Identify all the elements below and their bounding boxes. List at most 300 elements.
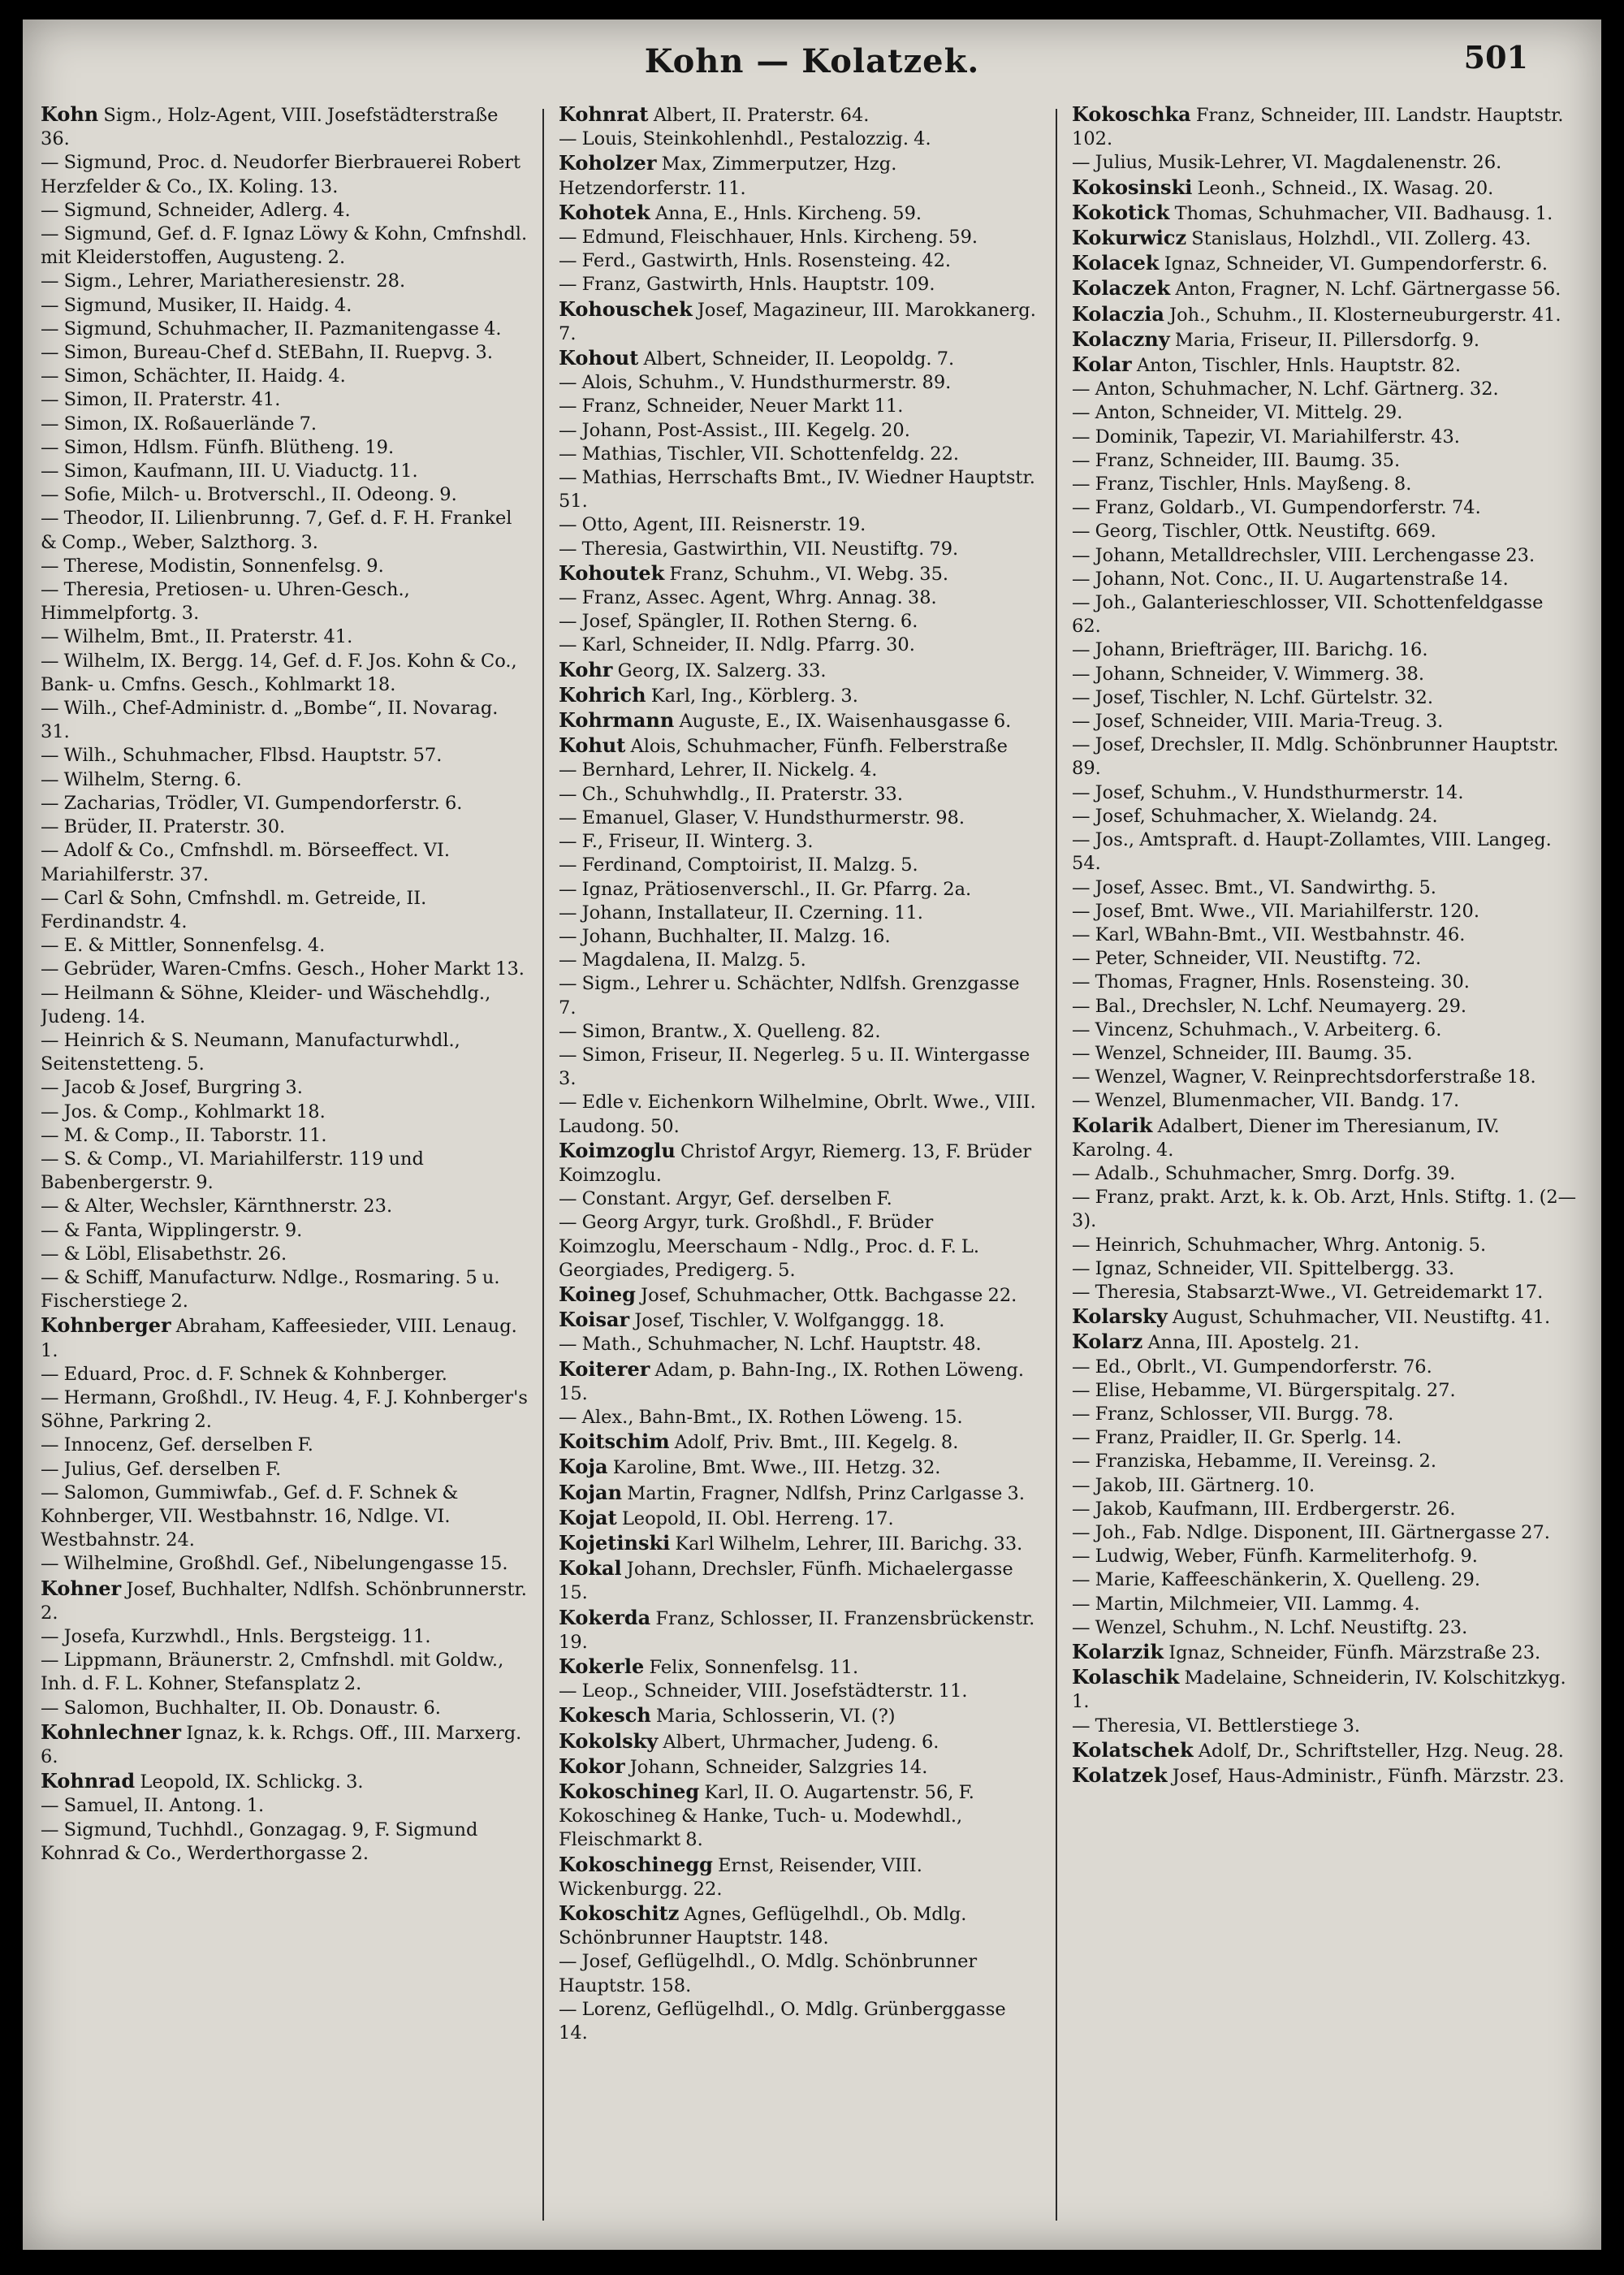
- entry-text: — Ed., Obrlt., VI. Gumpendorferstr. 76.: [1072, 1356, 1432, 1378]
- directory-entry: [1072, 276, 1577, 301]
- entry-text: — Theresia, Stabsarzt-Wwe., VI. Getreidemarkt 17.: [1072, 1281, 1544, 1303]
- entry-text: — Ignaz, Prätiosenverschl., II. Gr. Pfarrg. 2a.: [559, 878, 972, 900]
- entry-surname: Kokerle: [559, 1654, 645, 1678]
- directory-entry: [41, 270, 528, 293]
- directory-entry: [1072, 251, 1577, 276]
- entry-text: — Brüder, II. Praterstr. 30.: [41, 816, 286, 838]
- entry-surname: Koimzoglu: [559, 1138, 676, 1162]
- directory-entry: [559, 586, 1038, 610]
- entry-text: — Julius, Gef. derselben F.: [41, 1458, 282, 1480]
- entry-surname: Kolarz: [1072, 1330, 1143, 1354]
- entry-text: — Franz, Praidler, II. Gr. Sperlg. 14.: [1072, 1427, 1402, 1449]
- entry-text: — Sigm., Lehrer u. Schächter, Ndlfsh. Grenzgasse 7.: [559, 973, 1020, 1019]
- entry-text: Anton, Tischler, Hnls. Hauptstr. 82.: [1136, 355, 1461, 377]
- directory-entry: [41, 1481, 528, 1553]
- entry-text: — Theresia, VI. Bettlerstiege 3.: [1072, 1715, 1361, 1737]
- directory-entry: [41, 792, 528, 815]
- entry-surname: Kohnrad: [41, 1769, 136, 1793]
- directory-entry: [1072, 710, 1577, 733]
- directory-entry: [1072, 1568, 1577, 1592]
- directory-entry: [559, 683, 1038, 708]
- entry-text: — Salomon, Gummiwfab., Gef. d. F. Schnek & Kohnberger, VII. Westbahnstr. 16, Ndlge. VI. Westbahnstr. 24.: [41, 1481, 459, 1551]
- directory-entry: [559, 201, 1038, 226]
- entry-text: — Emanuel, Glaser, V. Hundsthurmerstr. 98.: [559, 807, 965, 828]
- directory-entry: [1072, 1162, 1577, 1186]
- entry-surname: Kohr: [559, 657, 613, 681]
- directory-entry: [1072, 1114, 1577, 1162]
- directory-entry: [1072, 1379, 1577, 1403]
- entry-text: — Josef, Tischler, N. Lchf. Gürtelstr. 32.: [1072, 686, 1433, 708]
- entry-text: — Franz, Schlosser, VII. Burgg. 78.: [1072, 1403, 1394, 1425]
- directory-entry: [41, 507, 528, 554]
- entry-text: — Vincenz, Schuhmach., V. Arbeiterg. 6.: [1072, 1019, 1442, 1040]
- directory-entry: [559, 1680, 1038, 1703]
- directory-entry: [41, 1363, 528, 1386]
- directory-entry: [41, 365, 528, 388]
- directory-entry: [559, 297, 1038, 346]
- directory-entry: [41, 223, 528, 270]
- directory-entry: [1072, 378, 1577, 401]
- entry-text: — Simon, Bureau-Chef d. StEBahn, II. Ruepvg. 3.: [41, 342, 493, 364]
- directory-entry: [1072, 686, 1577, 710]
- directory-entry: [41, 1794, 528, 1818]
- directory-page: [23, 19, 1601, 2250]
- directory-entry: [559, 466, 1038, 513]
- directory-entry: [41, 1124, 528, 1148]
- entry-text: Karl Wilhelm, Lehrer, III. Barichg. 33.: [675, 1533, 1023, 1555]
- entry-text: — Louis, Steinkohlenhdl., Pestalozzig. 4.: [559, 128, 931, 150]
- directory-entry: [41, 1434, 528, 1457]
- entry-text: — Josefa, Kurzwhdl., Hnls. Bergsteigg. 11.: [41, 1626, 431, 1647]
- directory-entry: [41, 102, 528, 151]
- entry-text: — Anton, Schuhmacher, N. Lchf. Gärtnerg. 32.: [1072, 378, 1499, 400]
- directory-entry: [559, 1754, 1038, 1780]
- entry-text: — Mathias, Tischler, VII. Schottenfeldg. 22.: [559, 443, 960, 465]
- directory-entry: [1072, 352, 1577, 378]
- entry-text: — Edle v. Eichenkorn Wilhelmine, Obrlt. Wwe., VIII. Laudong. 50.: [559, 1092, 1036, 1137]
- directory-entry: [1072, 1356, 1577, 1379]
- entry-surname: Kokosinski: [1072, 175, 1193, 199]
- directory-entry: [559, 1211, 1038, 1282]
- directory-entry: [1072, 102, 1577, 151]
- entry-text: — Karl, WBahn-Bmt., VII. Westbahnstr. 46.: [1072, 923, 1466, 945]
- entry-text: Anna, E., Hnls. Kircheng. 59.: [654, 202, 922, 224]
- directory-entry: [41, 483, 528, 507]
- directory-entry: [559, 1506, 1038, 1531]
- entry-text: — Gebrüder, Waren-Cmfns. Gesch., Hoher Markt 13.: [41, 958, 525, 980]
- entry-surname: Kolarsky: [1072, 1304, 1168, 1329]
- entry-text: — Franz, Assec. Agent, Whrg. Annag. 38.: [559, 587, 937, 609]
- directory-entry: [41, 1243, 528, 1266]
- entry-text: Joh., Schuhm., II. Klosterneuburgerstr. 41.: [1169, 304, 1561, 326]
- entry-text: — Wilhelm, IX. Bergg. 14, Gef. d. F. Jos. Kohn & Co., Bank- u. Cmfns. Gesch., Kohlmarkt 18.: [41, 650, 517, 695]
- entry-surname: Kokotick: [1072, 200, 1170, 224]
- directory-entry: [1072, 1403, 1577, 1426]
- entry-text: Ignaz, k. k. Rchgs. Off., III. Marxerg. 6.: [41, 1722, 522, 1768]
- directory-entry: [41, 744, 528, 768]
- column-1: [41, 102, 528, 2230]
- entry-text: August, Schuhmacher, VII. Neustiftg. 41.: [1172, 1307, 1551, 1329]
- entry-text: — Johann, Installateur, II. Czerning. 11.: [559, 902, 923, 923]
- directory-entry: [1072, 473, 1577, 496]
- directory-entry: [559, 561, 1038, 586]
- entry-surname: Kokoschka: [1072, 102, 1191, 126]
- entry-text: — Wilhelm, Sterng. 6.: [41, 768, 242, 790]
- entry-text: — Simon, Brantw., X. Quelleng. 82.: [559, 1020, 881, 1042]
- directory-entry: [559, 419, 1038, 443]
- entry-text: — Franz, Gastwirth, Hnls. Hauptstr. 109.: [559, 274, 935, 296]
- page-number: 501: [1463, 39, 1528, 76]
- entry-text: Adalbert, Diener im Theresianum, IV. Karolng. 4.: [1072, 1115, 1500, 1161]
- directory-entry: [1072, 520, 1577, 543]
- entry-text: — Constant. Argyr, Gef. derselben F.: [559, 1188, 892, 1210]
- entry-text: — Sigmund, Schuhmacher, II. Pazmanitengasse 4.: [41, 318, 502, 340]
- directory-entry: [1072, 781, 1577, 805]
- entry-text: — Peter, Schneider, VII. Neustiftg. 72.: [1072, 948, 1422, 970]
- entry-text: Franz, Schlosser, II. Franzensbrückenstr. 19.: [559, 1607, 1035, 1653]
- directory-entry: [1072, 923, 1577, 947]
- directory-entry: [559, 1998, 1038, 2045]
- directory-entry: [559, 1853, 1038, 1901]
- directory-entry: [41, 1266, 528, 1313]
- entry-text: Leopold, II. Obl. Herreng. 17.: [621, 1507, 894, 1529]
- entry-text: — Ch., Schuhwhdlg., II. Praterstr. 33.: [559, 783, 903, 805]
- entry-surname: Kokolsky: [559, 1728, 659, 1753]
- entry-text: — Zacharias, Trödler, VI. Gumpendorferstr. 6.: [41, 792, 463, 814]
- entry-text: — & Fanta, Wipplingerstr. 9.: [41, 1219, 303, 1241]
- directory-entry: [41, 934, 528, 958]
- directory-entry: [1072, 1281, 1577, 1304]
- entry-surname: Kolacek: [1072, 251, 1160, 275]
- entry-surname: Kohotek: [559, 200, 650, 224]
- entry-surname: Koisar: [559, 1308, 630, 1332]
- directory-entry: [1072, 201, 1577, 226]
- entry-text: Johann, Schneider, Salzgries 14.: [629, 1756, 928, 1778]
- entry-text: — Sigmund, Proc. d. Neudorfer Bierbrauerei Robert Herzfelder & Co., IX. Koling. 13.: [41, 152, 521, 197]
- entry-text: Franz, Schuhm., VI. Webg. 35.: [669, 563, 949, 585]
- entry-text: Josef, Haus-Administr., Fünfh. Märzstr. 23.: [1172, 1766, 1565, 1788]
- directory-entry: [559, 538, 1038, 561]
- entry-text: — Math., Schuhmacher, N. Lchf. Hauptstr. 48.: [559, 1334, 982, 1356]
- entry-surname: Kolarik: [1072, 1113, 1153, 1137]
- directory-entry: [1072, 663, 1577, 686]
- entry-text: — Wilhelm, Bmt., II. Praterstr. 41.: [41, 626, 353, 648]
- entry-text: — Bernhard, Lehrer, II. Nickelg. 4.: [559, 759, 878, 781]
- entry-text: — Georg Argyr, turk. Großhdl., F. Brüder Koimzoglu, Meerschaum - Ndlg., Proc. d. F. L. Georgiades, Predigerg. 5.: [559, 1212, 979, 1281]
- column-3: [1072, 102, 1577, 2230]
- entry-text: — Simon, Kaufmann, III. U. Viaductg. 11.: [41, 461, 418, 482]
- entry-text: — Josef, Schneider, VIII. Maria-Treug. 3.: [1072, 711, 1444, 733]
- entry-text: Georg, IX. Salzerg. 33.: [617, 660, 827, 681]
- entry-text: — Wenzel, Schneider, III. Baumg. 35.: [1072, 1042, 1413, 1064]
- directory-entry: [1072, 1330, 1577, 1355]
- entry-text: — Wenzel, Blumenmacher, VII. Bandg. 17.: [1072, 1090, 1460, 1112]
- directory-entry: [1072, 151, 1577, 175]
- directory-entry: [559, 708, 1038, 733]
- directory-entry: [41, 1386, 528, 1434]
- directory-entry: [559, 807, 1038, 830]
- entry-surname: Kohouschek: [559, 296, 693, 321]
- entry-text: — Josef, Assec. Bmt., VI. Sandwirthg. 5.: [1072, 876, 1436, 898]
- directory-entry: [41, 1029, 528, 1076]
- entry-text: Agnes, Geflügelhdl., Ob. Mdlg. Schönbrunner Hauptstr. 148.: [559, 1904, 967, 1949]
- entry-text: — Thomas, Fragner, Hnls. Rosensteing. 30.: [1072, 971, 1470, 993]
- directory-entry: [559, 1020, 1038, 1044]
- directory-entry: [1072, 1474, 1577, 1498]
- entry-text: Adam, p. Bahn-Ing., IX. Rothen Löweng. 15.: [559, 1359, 1025, 1404]
- directory-entry: [41, 768, 528, 792]
- entry-text: Leonh., Schneid., IX. Wasag. 20.: [1197, 177, 1494, 199]
- entry-text: — Sofie, Milch- u. Brotverschl., II. Odeong. 9.: [41, 484, 457, 506]
- directory-entry: [41, 1313, 528, 1362]
- entry-text: — Salomon, Buchhalter, II. Ob. Donaustr. 6.: [41, 1697, 441, 1719]
- entry-text: — Lorenz, Geflügelhdl., O. Mdlg. Grünberggasse 14.: [559, 1998, 1006, 2044]
- directory-entry: [41, 982, 528, 1029]
- entry-text: — Jakob, Kaufmann, III. Erdbergerstr. 26.: [1072, 1498, 1456, 1520]
- entry-surname: Kolarzik: [1072, 1640, 1164, 1663]
- entry-surname: Kokoschineg: [559, 1780, 700, 1804]
- directory-entry: [1072, 995, 1577, 1019]
- entry-text: — Franziska, Hebamme, II. Vereinsg. 2.: [1072, 1451, 1436, 1473]
- entry-surname: Kokor: [559, 1754, 625, 1778]
- directory-entry: [1072, 544, 1577, 568]
- directory-entry: [559, 1950, 1038, 1997]
- entry-text: Josef, Tischler, V. Wolfganggg. 18.: [634, 1310, 945, 1332]
- entry-text: — Johann, Buchhalter, II. Malzg. 16.: [559, 925, 891, 947]
- entry-surname: Kolaczia: [1072, 301, 1164, 326]
- directory-entry: [1072, 733, 1577, 781]
- directory-entry: [1072, 1234, 1577, 1257]
- directory-entry: [559, 610, 1038, 634]
- entry-text: Karl, Ing., Körblerg. 3.: [650, 685, 858, 707]
- entry-text: Alois, Schuhmacher, Fünfh. Felberstraße: [630, 736, 1008, 758]
- entry-text: — Johann, Schneider, V. Wimmerg. 38.: [1072, 663, 1425, 685]
- entry-text: — Josef, Schuhm., V. Hundsthurmerstr. 14.: [1072, 781, 1464, 803]
- directory-entry: [41, 1625, 528, 1649]
- entry-surname: Kohnlechner: [41, 1719, 182, 1744]
- directory-entry: [559, 1308, 1038, 1333]
- directory-entry: [1072, 1019, 1577, 1042]
- entry-text: — E. & Mittler, Sonnenfelsg. 4.: [41, 935, 326, 957]
- entry-text: — Simon, II. Praterstr. 41.: [41, 389, 281, 411]
- directory-entry: [1072, 327, 1577, 352]
- entry-text: Adolf, Priv. Bmt., III. Kegelg. 8.: [674, 1432, 959, 1454]
- entry-text: — Josef, Drechsler, II. Mdlg. Schönbrunner Hauptstr. 89.: [1072, 734, 1559, 780]
- entry-text: Albert, II. Praterstr. 64.: [653, 105, 870, 126]
- directory-entry: [559, 1703, 1038, 1728]
- directory-entry: [559, 733, 1038, 759]
- entry-text: — Josef, Geflügelhdl., O. Mdlg. Schönbrunner Hauptstr. 158.: [559, 1951, 978, 1996]
- directory-entry: [1072, 226, 1577, 251]
- entry-text: — & Löbl, Elisabethstr. 26.: [41, 1243, 287, 1265]
- entry-text: — Simon, Hdlsm. Fünfh. Blütheng. 19.: [41, 436, 395, 458]
- entry-text: — Heinrich & S. Neumann, Manufacturwhdl., Seitenstetteng. 5.: [41, 1029, 460, 1075]
- entry-text: — Jos. & Comp., Kohlmarkt 18.: [41, 1101, 326, 1122]
- directory-entry: [559, 1091, 1038, 1138]
- directory-entry: [1072, 1066, 1577, 1089]
- directory-entry: [1072, 175, 1577, 201]
- directory-entry: [41, 199, 528, 223]
- directory-entry: [41, 1219, 528, 1243]
- entry-surname: Koiterer: [559, 1356, 650, 1381]
- directory-entry: [559, 658, 1038, 683]
- entry-text: — Sigmund, Gef. d. F. Ignaz Löwy & Kohn, Cmfnshdl. mit Kleiderstoffen, Augusteng. 2.: [41, 223, 528, 269]
- directory-entry: [1072, 449, 1577, 473]
- directory-entry: [559, 1429, 1038, 1455]
- directory-entry: [559, 925, 1038, 949]
- entry-surname: Kohnberger: [41, 1313, 171, 1338]
- entry-text: — Wilh., Schuhmacher, Flbsd. Hauptstr. 57.: [41, 745, 443, 767]
- directory-entry: [559, 830, 1038, 854]
- entry-surname: Kokoschinegg: [559, 1852, 713, 1876]
- directory-entry: [41, 341, 528, 365]
- directory-entry: [1072, 1089, 1577, 1113]
- directory-entry: [41, 1458, 528, 1481]
- directory-entry: [41, 1819, 528, 1866]
- column-2: [559, 102, 1038, 2230]
- entry-text: Anton, Fragner, N. Lchf. Gärtnergasse 56.: [1175, 279, 1561, 301]
- directory-entry: [1072, 1616, 1577, 1640]
- entry-text: Ignaz, Schneider, Fünfh. Märzstraße 23.: [1168, 1642, 1541, 1663]
- entry-text: — Joh., Galanterieschlosser, VII. Schottenfeldgasse 62.: [1072, 592, 1544, 638]
- entry-text: — Ludwig, Weber, Fünfh. Karmeliterhofg. 9.: [1072, 1546, 1478, 1568]
- directory-entry: [559, 902, 1038, 925]
- directory-entry: [41, 1101, 528, 1124]
- column-rule: [1056, 109, 1057, 2221]
- directory-entry: [559, 1333, 1038, 1356]
- directory-entry: [1072, 1042, 1577, 1066]
- entry-text: Felix, Sonnenfelsg. 11.: [649, 1657, 859, 1678]
- entry-text: Sigm., Holz-Agent, VIII. Josefstädterstraße 36.: [41, 105, 499, 150]
- entry-text: — Joh., Fab. Ndlge. Disponent, III. Gärtnergasse 27.: [1072, 1521, 1550, 1543]
- entry-text: Martin, Fragner, Ndlfsh, Prinz Carlgasse 3.: [627, 1482, 1025, 1504]
- entry-surname: Kolar: [1072, 352, 1132, 377]
- entry-text: Stanislaus, Holzhdl., VII. Zollerg. 43.: [1191, 228, 1531, 250]
- entry-text: — Wilh., Chef-Administr. d. „Bombe“, II. Novarag. 31.: [41, 698, 499, 743]
- directory-entry: [1072, 1763, 1577, 1788]
- entry-surname: Kolaczek: [1072, 276, 1171, 301]
- entry-text: — Sigmund, Musiker, II. Haidg. 4.: [41, 294, 352, 316]
- entry-text: — Simon, IX. Roßauerlände 7.: [41, 413, 317, 435]
- directory-entry: [1072, 947, 1577, 971]
- entry-text: Leopold, IX. Schlickg. 3.: [140, 1771, 364, 1793]
- directory-entry: [1072, 971, 1577, 994]
- entry-text: — Dominik, Tapezir, VI. Mariahilferstr. 43.: [1072, 426, 1460, 448]
- directory-entry: [1072, 1545, 1577, 1568]
- entry-text: — Leop., Schneider, VIII. Josefstädterstr. 11.: [559, 1680, 968, 1702]
- entry-text: — Jakob, III. Gärtnerg. 10.: [1072, 1474, 1315, 1496]
- directory-entry: [41, 815, 528, 839]
- entry-text: — Therese, Modistin, Sonnenfelsg. 9.: [41, 555, 384, 577]
- entry-text: — F., Friseur, II. Winterg. 3.: [559, 831, 814, 853]
- entry-text: — Alex., Bahn-Bmt., IX. Rothen Löweng. 15.: [559, 1406, 963, 1428]
- directory-entry: [559, 102, 1038, 128]
- entry-text: — Alois, Schuhm., V. Hundsthurmerstr. 89.: [559, 372, 952, 394]
- entry-surname: Kohrmann: [559, 708, 675, 733]
- directory-entry: [1072, 401, 1577, 425]
- entry-text: — Theresia, Gastwirthin, VII. Neustiftg. 79.: [559, 538, 959, 560]
- directory-entry: [559, 513, 1038, 537]
- directory-entry: [41, 1720, 528, 1769]
- directory-entry: [41, 1769, 528, 1794]
- entry-text: Adolf, Dr., Schriftsteller, Hzg. Neug. 28.: [1198, 1740, 1564, 1762]
- directory-entry: [41, 318, 528, 341]
- directory-entry: [559, 1455, 1038, 1480]
- entry-surname: Koja: [559, 1455, 608, 1479]
- entry-text: — Elise, Hebamme, VI. Bürgerspitalg. 27.: [1072, 1379, 1456, 1401]
- entry-text: — Samuel, II. Antong. 1.: [41, 1795, 265, 1817]
- directory-entry: [559, 972, 1038, 1019]
- directory-entry: [41, 151, 528, 198]
- directory-entry: [1072, 1426, 1577, 1450]
- entry-text: — Josef, Schuhmacher, X. Wielandg. 24.: [1072, 805, 1438, 827]
- entry-text: — Wenzel, Wagner, V. Reinprechtsdorferstraße 18.: [1072, 1066, 1536, 1088]
- directory-entry: [559, 1729, 1038, 1754]
- entry-text: — Carl & Sohn, Cmfnshdl. m. Getreide, II. Ferdinandstr. 4.: [41, 887, 427, 932]
- entry-text: — Eduard, Proc. d. F. Schnek & Kohnberger.: [41, 1363, 447, 1385]
- directory-entry: [41, 1552, 528, 1576]
- entry-surname: Kojat: [559, 1505, 617, 1529]
- entry-text: — Innocenz, Gef. derselben F.: [41, 1434, 313, 1456]
- directory-entry: [559, 346, 1038, 371]
- entry-text: Josef, Buchhalter, Ndlfsh. Schönbrunnerstr. 2.: [41, 1578, 527, 1624]
- entry-text: — Bal., Drechsler, N. Lchf. Neumayerg. 29.: [1072, 995, 1467, 1017]
- directory-entry: [559, 1044, 1038, 1091]
- entry-text: — Adalb., Schuhmacher, Smrg. Dorfg. 39.: [1072, 1162, 1456, 1184]
- entry-text: Karl, II. O. Augartenstr. 56, F. Kokoschineg & Hanke, Tuch- u. Modewhdl., Fleischmarkt 8.: [559, 1782, 974, 1851]
- entry-text: — Edmund, Fleischhauer, Hnls. Kircheng. 59.: [559, 227, 978, 249]
- entry-text: — Simon, Schächter, II. Haidg. 4.: [41, 365, 346, 387]
- entry-text: Anna, III. Apostelg. 21.: [1147, 1332, 1360, 1354]
- entry-surname: Kohout: [559, 346, 639, 370]
- entry-text: Albert, Schneider, II. Leopoldg. 7.: [643, 348, 955, 370]
- entry-text: — Theodor, II. Lilienbrunng. 7, Gef. d. F. H. Frankel & Comp., Weber, Salzthorg. 3.: [41, 508, 512, 553]
- entry-text: Johann, Drechsler, Fünfh. Michaelergasse 15.: [559, 1559, 1013, 1604]
- page-title: Kohn — Kolatzek.: [644, 42, 980, 80]
- entry-surname: Kojan: [559, 1480, 623, 1504]
- directory-entry: [559, 1406, 1038, 1429]
- entry-text: — Jacob & Josef, Burgring 3.: [41, 1077, 303, 1099]
- directory-entry: [41, 388, 528, 412]
- directory-entry: [1072, 1738, 1577, 1763]
- entry-text: — Simon, Friseur, II. Negerleg. 5 u. II. Wintergasse 3.: [559, 1044, 1030, 1090]
- entry-text: — Franz, prakt. Arzt, k. k. Ob. Arzt, Hnls. Stiftg. 1. (2—3).: [1072, 1187, 1577, 1232]
- entry-text: — Anton, Schneider, VI. Mittelg. 29.: [1072, 402, 1403, 424]
- directory-entry: [559, 1357, 1038, 1406]
- directory-entry: [559, 226, 1038, 249]
- entry-text: — Johann, Briefträger, III. Barichg. 16.: [1072, 639, 1428, 661]
- entry-surname: Kohnrat: [559, 102, 649, 126]
- directory-entry: [559, 1282, 1038, 1308]
- directory-entry: [1072, 568, 1577, 591]
- directory-entry: [1072, 1186, 1577, 1233]
- entry-surname: Koholzer: [559, 151, 657, 175]
- entry-text: Abraham, Kaffeesieder, VIII. Lenaug. 1.: [41, 1316, 517, 1361]
- entry-text: — Theresia, Pretiosen- u. Uhren-Gesch., Himmelpfortg. 3.: [41, 579, 410, 625]
- entry-text: — S. & Comp., VI. Mariahilferstr. 119 und Babenbergerstr. 9.: [41, 1148, 424, 1194]
- entry-text: — Josef, Bmt. Wwe., VII. Mariahilferstr. 120.: [1072, 900, 1479, 922]
- entry-text: — Wilhelmine, Großhdl. Gef., Nibelungengasse 15.: [41, 1553, 508, 1575]
- directory-entry: [41, 650, 528, 697]
- directory-entry: [1072, 426, 1577, 449]
- directory-entry: [41, 1148, 528, 1195]
- directory-entry: [41, 436, 528, 460]
- column-rule: [542, 109, 544, 2221]
- directory-entry: [559, 634, 1038, 657]
- directory-entry: [41, 1649, 528, 1696]
- directory-entry: [41, 413, 528, 436]
- entry-surname: Kolaczny: [1072, 327, 1170, 351]
